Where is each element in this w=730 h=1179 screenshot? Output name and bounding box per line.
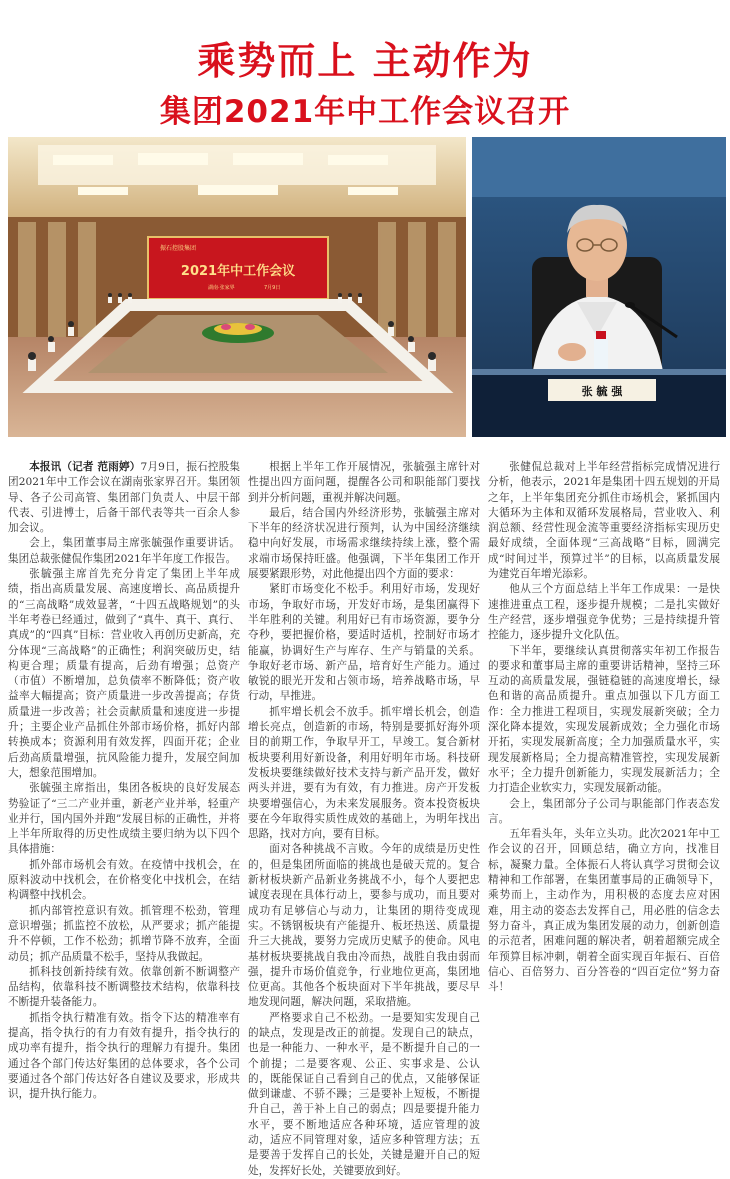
article-paragraph: 抓内部管控意识有效。抓管理不松劲，管理意识增强；抓监控不放松，从严要求；抓产能提升不停顿，工作不松劲；抓增节降不放弃，全面动员；抓产品质量不松手，坚持从我做起。 — [8, 904, 240, 963]
article-paragraph: 根据上半年工作开展情况，张毓强主席针对性提出四方面问题，提醒各公司和职能部门要找到并分析问题，重视并解决问题。 — [248, 461, 480, 504]
article-paragraph: 五年看头年，头年立头功。此次2021年中工作会议的召开，回顾总结，确立方向，找准目标，凝聚力量。全体振石人将认真学习贯彻会议精神和工作部署，在集团董事局的正确领导下，乘势而上，主动作为，用积极的态度去应对困难，用主动的姿态去发挥自己，用必胜的信念去努力奋斗，真正成为集团发展的动力，创新创造的示范者，困难问题的解决者，朝着超额完成全年预算目标冲刺，朝着全面实现百年振石、百倍信心、百倍努力、百分答卷的“四百定位”努力奋斗！ — [488, 828, 720, 994]
article-paragraph: 他从三个方面总结上半年工作成果：一是快速推进重点工程，逐步提升规模；二是扎实做好生产经营，逐步增强竞争优势；三是持续提升管控能力，逐步提升文化队伍。 — [488, 583, 720, 642]
article-paragraph: 本报讯（记者 范雨婷）7月9日，振石控股集团2021年中工作会议在湖南张家界召开。集团领导、各子公司高管、集团部门负责人、中层干部代表、引进博士，后备干部代表等共一百余人参加会议。 — [8, 461, 240, 535]
article-column-1 — [8, 460, 240, 1101]
article-paragraph: 会上，集团董事局主席张毓强作重要讲话。集团总裁张健侃作集团2021年半年度工作报告。 — [8, 537, 240, 565]
byline: 本报讯（记者 范雨婷） — [29, 461, 141, 473]
article-paragraph: 会上，集团部分子公司与职能部门作表态发言。 — [488, 797, 720, 825]
headline-sub: 集团2021年中工作会议召开 — [159, 94, 571, 130]
article-paragraph: 抓牢增长机会不放手。抓牢增长机会，创造增长亮点，创造新的市场，特别是要抓好海外项目的前期工作，争取早开工，早竣工。复合新材板块要利用好新设备，利用好明年市场。科技研发板块要继续做好技术支持与新产品开发，做好两头并进，要有为有效，有力推进。房产开发板块要增强信心，为未来发展服务。资本投资板块要在今年取得实质性成效的基础上，为明年找出思路，找对方向，要有目标。 — [248, 705, 480, 841]
article-paragraph: 抓外部市场机会有效。在疫情中找机会，在原料波动中找机会，在价格变化中找机会，在结构调整中找机会。 — [8, 858, 240, 902]
article-paragraph: 紧盯市场变化不松手。利用好市场，发现好市场，争取好市场，开发好市场，是集团赢得下半年胜利的关键。利用好已有市场资源，要争分夺秒，要把握价格，要适时适机，控制好市场才能赢，协调好生产与库存、生产与销量的关系。争取好老市场、新产品，培育好生产能力。通过敏锐的眼光开发和占领市场，培养战略市场，早行动，早推进。 — [248, 583, 480, 703]
article-paragraph: 抓指令执行精准有效。指令下达的精准率有提高，指令执行的有力有效有提升，指令执行的成功率有提升，指令执行的理解力有提升。集团通过各个部门传达好集团的总体要求，各个公司要通过各个部门传达好各自建议及要求，形成共识，提升执行能力。 — [8, 1011, 240, 1101]
conference-hall-photo — [8, 137, 466, 437]
speaker-photo — [472, 137, 726, 437]
banner-place: 湖南·张家界 — [208, 285, 235, 291]
headline-main: 乘势而上 主动作为 — [197, 39, 533, 83]
article-paragraph: 面对各种挑战不言败。今年的成绩是历史性的，但是集团所面临的挑战也是破天荒的。复合新材板块新产品新业务挑战不小，每个人要把忠诚度表现在具体行动上，要参与成功，而且要对成功有足够信心与动力，让集团的期待变成现实。不锈钢板块有产能提升、板坯热送、质量提升三大挑战，要努力完成历史赋予的使命。风电基材板块要挑战自我由冷而热，战胜自我由弱而强，提升市场价值竞争，行业地位更高，集团地位更高。其他各个板块面对下半年挑战，要尽早地发现问题，解决问题，采取措施。 — [248, 843, 480, 1009]
article-paragraph: 最后，结合国内外经济形势，张毓强主席对下半年的经济状况进行预判，认为中国经济继续稳中向好发展，市场需求继续持续上涨，整个需求端市场保持旺盛。他强调，下半年集团工作开展要紧跟形势，对此他提出四个方面的要求： — [248, 506, 480, 581]
banner-date: 7月9日 — [264, 285, 281, 291]
banner-title: 2021年中工作会议 — [180, 264, 296, 279]
article-paragraph: 张毓强主席指出，集团各板块的良好发展态势验证了“三二产业并重，新老产业并举，轻重产业并行，国内国外并跑”发展目标的正确性，并将上半年所取得的历史性成绩主要归纳为以下四个具体措施： — [8, 782, 240, 856]
article-paragraph: 张健侃总裁对上半年经营指标完成情况进行分析，他表示，2021年是集团十四五规划的开局之年，上半年集团充分抓住市场机会，紧抓国内大循环为主体和双循环发展格局，营业收入、利润总额、经营性现金流等重要经济指标实现历史最好成绩，全面体现“三高战略”目标，圆满完成“时间过半，预算过半”的目标，以高质量发展为建党百年增光添彩。 — [488, 461, 720, 581]
article-column-2 — [248, 460, 480, 1177]
article-column-3 — [488, 460, 720, 994]
article-paragraph: 下半年，要继续认真贯彻落实年初工作报告的要求和董事局主席的重要讲话精神，坚持三环互动的高质量发展，强链稳链的高速度增长，绿色和谐的高品质提升。重点加强以下几方面工作：全力推进工程项目，实现发展新突破；全力深化降本提效，实现发展新成效；全力强化市场开拓，实现发展新高度；全力加强质量水平，实现发展新格局；全力提高精准管控，实现发展新水平；全力提升创新能力，实现发展新活力；全力打造企业软实力，实现发展新动能。 — [488, 644, 720, 795]
article-paragraph: 张毓强主席首先充分肯定了集团上半年成绩，指出高质量发展、高速度增长、高品质提升的“三高战略”成效显著，“十四五战略规划”的头半年考卷已经通过，做到了“真牛、真干、真行、真成”的“四真”目标：营业收入再创历史新高，充分体现“三高战略”的正确性；利润突破历史，结构更合理；质量有提高，后劲有增强；总资产（市值）不断增加，总负债率不断降低；资产收益率大幅提高；资产质量进一步改善提高；存货质量进一步改善；社会贡献质量和速度进一步提升；主要企业产品抓住外部市场价格，抓好内部转换成本；资源利用有效发挥，四面开花；企业后劲高质量增强，抗风险能力提升，发展空间加大，想象范围增加。 — [8, 568, 240, 779]
banner-company: 振石控股集团 — [160, 245, 197, 252]
article-paragraph: 严格要求自己不松劲。一是要知实发现自己的缺点，发现是改正的前提。发现自己的缺点，也是一种能力、一种水平，是不断提升自己的一个前提；二是要客观、公正、实事求是、公认的，既能保证自己看到自己的优点，又能够保证做到谦虚、不骄不躁；三是要补上短板，不断提升自己，善于补上自己的弱点；四是要提升能力水平，要不断地适应各种环境，适应管理的波动，适应不同管理对象，适应多种管理方法；五是要善于发挥自己的长处，关键是避开自己的短处，发挥好长处，关键要放到好。 — [248, 1011, 480, 1177]
nameplate-text: 张 毓 强 — [581, 385, 623, 398]
article-paragraph: 抓科技创新持续有效。依靠创新不断调整产品结构，依靠科技不断调整技术结构，依靠科技不断提升装备能力。 — [8, 965, 240, 1009]
